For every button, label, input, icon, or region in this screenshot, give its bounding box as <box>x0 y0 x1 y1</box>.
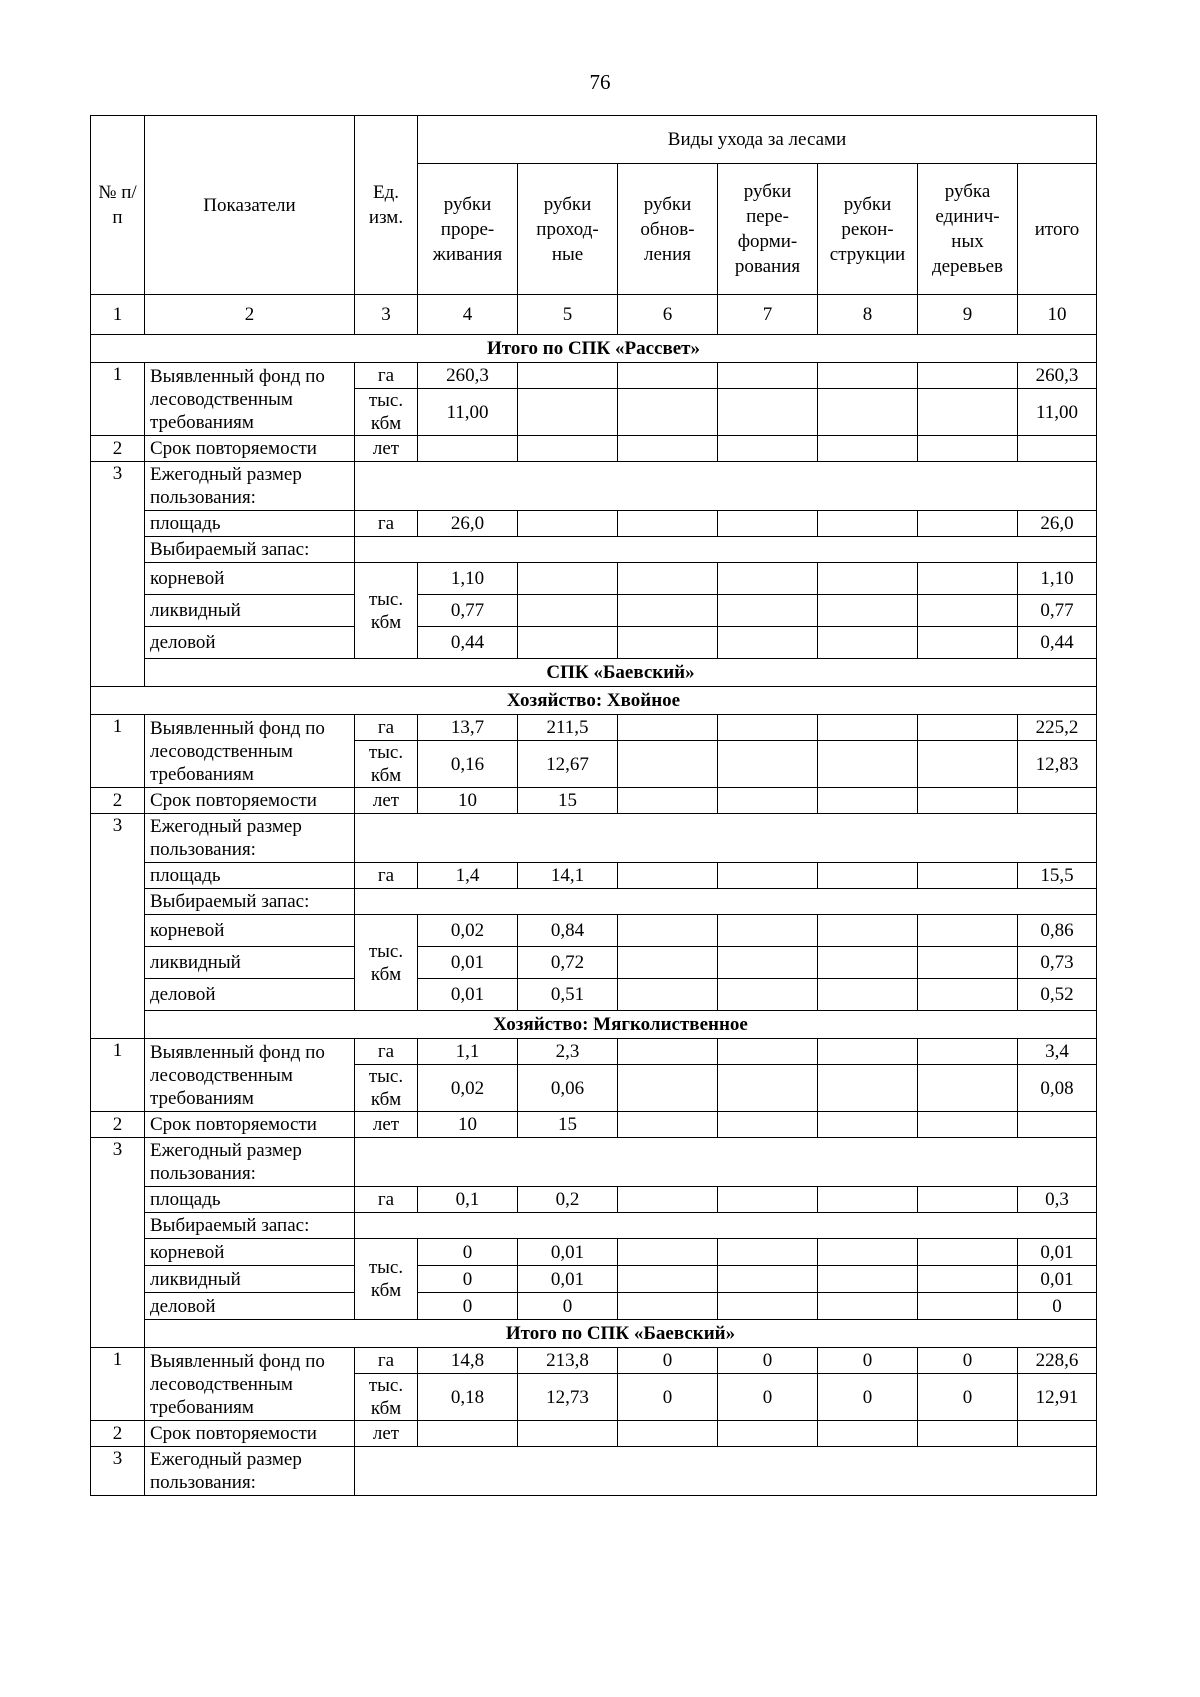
value-cell: 228,6 <box>1018 1348 1097 1374</box>
value-cell <box>818 947 918 979</box>
table-row <box>91 1138 1097 1187</box>
table-row <box>91 788 1097 814</box>
value-cell: 0,3 <box>1018 1187 1097 1213</box>
value-cell <box>918 595 1018 627</box>
unit-cell: га <box>355 863 418 889</box>
header-type-5: рубки проход- ные <box>518 164 618 295</box>
indicator-period: Срок повторяемости <box>145 1112 355 1138</box>
value-cell <box>918 788 1018 814</box>
header-type-4: рубки проре- живания <box>418 164 518 295</box>
unit-cell: тыс. кбм <box>355 563 418 659</box>
table-row <box>91 1039 1097 1065</box>
table-row <box>91 979 1097 1011</box>
value-cell <box>918 1421 1018 1447</box>
value-cell: 0 <box>418 1293 518 1320</box>
value-cell <box>718 947 818 979</box>
table-row <box>91 715 1097 741</box>
value-cell <box>1018 1421 1097 1447</box>
value-cell: 0 <box>918 1348 1018 1374</box>
value-cell <box>618 595 718 627</box>
table-row <box>91 1293 1097 1320</box>
value-cell: 1,10 <box>1018 563 1097 595</box>
header-care-types: Виды ухода за лесами <box>418 116 1097 164</box>
value-cell <box>718 627 818 659</box>
value-cell: 0 <box>618 1348 718 1374</box>
value-cell: 15 <box>518 1112 618 1138</box>
value-cell <box>718 1065 818 1112</box>
unit-cell: га <box>355 1348 418 1374</box>
value-cell: 1,1 <box>418 1039 518 1065</box>
unit-cell: тыс. кбм <box>355 1065 418 1112</box>
empty-cell <box>355 889 1097 915</box>
table-row <box>91 1447 1097 1496</box>
value-cell <box>818 389 918 436</box>
value-cell: 0,01 <box>1018 1266 1097 1293</box>
value-cell: 12,91 <box>1018 1374 1097 1421</box>
value-cell <box>718 1239 818 1266</box>
value-cell: 10 <box>418 788 518 814</box>
value-cell <box>918 1239 1018 1266</box>
value-cell <box>718 1266 818 1293</box>
value-cell: 14,1 <box>518 863 618 889</box>
value-cell: 0,84 <box>518 915 618 947</box>
unit-cell: га <box>355 1187 418 1213</box>
value-cell <box>718 1421 818 1447</box>
value-cell <box>618 1112 718 1138</box>
value-cell: 1,4 <box>418 863 518 889</box>
indicator-root: корневой <box>145 563 355 595</box>
value-cell <box>618 1293 718 1320</box>
indicator-area: площадь <box>145 863 355 889</box>
value-cell: 0,51 <box>518 979 618 1011</box>
row-number: 2 <box>91 1421 145 1447</box>
value-cell <box>818 1065 918 1112</box>
value-cell: 260,3 <box>418 363 518 389</box>
header-num: № п/п <box>91 116 145 295</box>
indicator-root: корневой <box>145 915 355 947</box>
value-cell: 15 <box>518 788 618 814</box>
value-cell: 3,4 <box>1018 1039 1097 1065</box>
value-cell <box>918 979 1018 1011</box>
value-cell <box>618 915 718 947</box>
value-cell: 0 <box>718 1374 818 1421</box>
value-cell <box>418 1421 518 1447</box>
section-title: Хозяйство: Мягколиственное <box>145 1011 1097 1039</box>
indicator-business: деловой <box>145 1293 355 1320</box>
value-cell <box>618 1065 718 1112</box>
value-cell <box>818 563 918 595</box>
header-col-number: 3 <box>355 295 418 335</box>
value-cell <box>718 563 818 595</box>
unit-cell: лет <box>355 1112 418 1138</box>
value-cell <box>718 1112 818 1138</box>
value-cell <box>718 595 818 627</box>
value-cell <box>518 627 618 659</box>
value-cell <box>818 1421 918 1447</box>
table-row <box>91 659 1097 687</box>
value-cell <box>818 863 918 889</box>
value-cell: 0,01 <box>518 1239 618 1266</box>
value-cell <box>618 363 718 389</box>
unit-cell: тыс. кбм <box>355 915 418 1011</box>
value-cell <box>718 915 818 947</box>
indicator-period: Срок повторяемости <box>145 788 355 814</box>
value-cell <box>918 1187 1018 1213</box>
value-cell <box>818 1293 918 1320</box>
value-cell <box>618 947 718 979</box>
section-title: Итого по СПК «Рассвет» <box>91 335 1097 363</box>
value-cell: 10 <box>418 1112 518 1138</box>
table-row <box>91 363 1097 389</box>
value-cell <box>718 389 818 436</box>
value-cell: 14,8 <box>418 1348 518 1374</box>
value-cell: 13,7 <box>418 715 518 741</box>
value-cell <box>1018 436 1097 462</box>
unit-cell: га <box>355 363 418 389</box>
value-cell: 0 <box>818 1374 918 1421</box>
value-cell: 211,5 <box>518 715 618 741</box>
value-cell <box>518 511 618 537</box>
table-row <box>91 1239 1097 1266</box>
value-cell <box>918 1039 1018 1065</box>
value-cell: 0 <box>418 1239 518 1266</box>
unit-cell: га <box>355 511 418 537</box>
value-cell <box>918 863 1018 889</box>
value-cell <box>818 1239 918 1266</box>
value-cell <box>718 863 818 889</box>
empty-cell <box>355 814 1097 863</box>
table-row <box>91 1266 1097 1293</box>
value-cell <box>918 1112 1018 1138</box>
table-row <box>91 1213 1097 1239</box>
row-number: 1 <box>91 1348 145 1421</box>
value-cell <box>718 511 818 537</box>
value-cell: 0 <box>918 1374 1018 1421</box>
value-cell <box>918 511 1018 537</box>
unit-cell: тыс. кбм <box>355 1374 418 1421</box>
value-cell <box>818 1266 918 1293</box>
empty-cell <box>355 1138 1097 1187</box>
value-cell <box>818 1039 918 1065</box>
table-row <box>91 436 1097 462</box>
value-cell: 0,01 <box>1018 1239 1097 1266</box>
value-cell: 0,1 <box>418 1187 518 1213</box>
value-cell <box>618 563 718 595</box>
row-number: 2 <box>91 436 145 462</box>
value-cell <box>818 595 918 627</box>
value-cell <box>818 511 918 537</box>
value-cell: 0,44 <box>1018 627 1097 659</box>
value-cell <box>818 715 918 741</box>
value-cell <box>918 741 1018 788</box>
value-cell <box>718 1187 818 1213</box>
row-number: 2 <box>91 788 145 814</box>
value-cell <box>618 511 718 537</box>
table-row <box>91 1421 1097 1447</box>
value-cell <box>918 436 1018 462</box>
value-cell <box>618 627 718 659</box>
value-cell <box>618 788 718 814</box>
value-cell <box>718 715 818 741</box>
value-cell: 15,5 <box>1018 863 1097 889</box>
empty-cell <box>355 537 1097 563</box>
table-row <box>91 1320 1097 1348</box>
header-col-number: 9 <box>918 295 1018 335</box>
value-cell <box>618 1421 718 1447</box>
value-cell <box>618 741 718 788</box>
header-type-10: итого <box>1018 164 1097 295</box>
value-cell <box>518 436 618 462</box>
value-cell <box>1018 788 1097 814</box>
value-cell <box>818 627 918 659</box>
indicator-fund: Выявленный фонд по лесоводственным требованиям <box>145 1039 355 1112</box>
forest-care-table <box>90 115 1097 1496</box>
value-cell <box>518 595 618 627</box>
value-cell <box>918 947 1018 979</box>
table-row <box>91 1187 1097 1213</box>
value-cell: 12,73 <box>518 1374 618 1421</box>
value-cell: 0,86 <box>1018 915 1097 947</box>
table-row <box>91 563 1097 595</box>
indicator-business: деловой <box>145 627 355 659</box>
table-row <box>91 863 1097 889</box>
empty-cell <box>355 462 1097 511</box>
value-cell <box>618 389 718 436</box>
indicator-stock: Выбираемый запас: <box>145 1213 355 1239</box>
value-cell: 0 <box>618 1374 718 1421</box>
indicator-fund: Выявленный фонд по лесоводственным требованиям <box>145 1348 355 1421</box>
indicator-area: площадь <box>145 1187 355 1213</box>
row-number: 3 <box>91 814 145 1039</box>
value-cell: 1,10 <box>418 563 518 595</box>
header-type-8: рубки рекон- струкции <box>818 164 918 295</box>
unit-cell: лет <box>355 436 418 462</box>
unit-cell: тыс. кбм <box>355 741 418 788</box>
value-cell <box>418 436 518 462</box>
value-cell: 0,18 <box>418 1374 518 1421</box>
indicator-fund: Выявленный фонд по лесоводственным требованиям <box>145 363 355 436</box>
header-col-number: 4 <box>418 295 518 335</box>
row-number: 1 <box>91 1039 145 1112</box>
value-cell: 0 <box>418 1266 518 1293</box>
value-cell <box>518 363 618 389</box>
value-cell: 26,0 <box>418 511 518 537</box>
indicator-annual: Ежегодный размер пользования: <box>145 814 355 863</box>
indicator-period: Срок повторяемости <box>145 1421 355 1447</box>
value-cell <box>818 1187 918 1213</box>
value-cell: 0,52 <box>1018 979 1097 1011</box>
value-cell <box>718 979 818 1011</box>
value-cell: 2,3 <box>518 1039 618 1065</box>
page-number: 76 <box>589 70 611 94</box>
value-cell <box>818 1112 918 1138</box>
header-col-number: 8 <box>818 295 918 335</box>
value-cell: 0,16 <box>418 741 518 788</box>
table-row <box>91 1112 1097 1138</box>
value-cell <box>918 1065 1018 1112</box>
value-cell <box>918 915 1018 947</box>
value-cell <box>818 741 918 788</box>
indicator-period: Срок повторяемости <box>145 436 355 462</box>
header-col-number: 1 <box>91 295 145 335</box>
unit-cell: га <box>355 1039 418 1065</box>
section-title: Хозяйство: Хвойное <box>91 687 1097 715</box>
value-cell: 11,00 <box>1018 389 1097 436</box>
value-cell <box>918 1266 1018 1293</box>
value-cell: 225,2 <box>1018 715 1097 741</box>
indicator-annual: Ежегодный размер пользования: <box>145 1447 355 1496</box>
table-row <box>91 1348 1097 1374</box>
value-cell <box>518 563 618 595</box>
value-cell: 0 <box>518 1293 618 1320</box>
unit-cell: лет <box>355 1421 418 1447</box>
unit-cell: тыс. кбм <box>355 1239 418 1320</box>
header-col-number: 10 <box>1018 295 1097 335</box>
row-number: 3 <box>91 1138 145 1348</box>
value-cell <box>718 1293 818 1320</box>
value-cell: 0,01 <box>518 1266 618 1293</box>
empty-cell <box>355 1447 1097 1496</box>
empty-cell <box>355 1213 1097 1239</box>
row-number: 3 <box>91 462 145 687</box>
value-cell <box>918 563 1018 595</box>
value-cell <box>818 915 918 947</box>
table-row <box>91 511 1097 537</box>
value-cell <box>618 1039 718 1065</box>
header-type-6: рубки обнов- ления <box>618 164 718 295</box>
header-unit: Ед. изм. <box>355 116 418 295</box>
table-row <box>91 335 1097 363</box>
value-cell: 0,73 <box>1018 947 1097 979</box>
indicator-area: площадь <box>145 511 355 537</box>
table-row <box>91 537 1097 563</box>
value-cell <box>818 363 918 389</box>
unit-cell: га <box>355 715 418 741</box>
header-indicator: Показатели <box>145 116 355 295</box>
table-row <box>91 687 1097 715</box>
unit-cell: лет <box>355 788 418 814</box>
value-cell <box>618 1239 718 1266</box>
value-cell: 0,44 <box>418 627 518 659</box>
value-cell: 0,02 <box>418 1065 518 1112</box>
value-cell <box>618 1187 718 1213</box>
table-row <box>91 462 1097 511</box>
value-cell <box>818 436 918 462</box>
value-cell <box>618 1266 718 1293</box>
value-cell <box>718 436 818 462</box>
table-row <box>91 814 1097 863</box>
indicator-fund: Выявленный фонд по лесоводственным требованиям <box>145 715 355 788</box>
value-cell: 11,00 <box>418 389 518 436</box>
value-cell <box>618 436 718 462</box>
value-cell: 0 <box>718 1348 818 1374</box>
section-title: СПК «Баевский» <box>145 659 1097 687</box>
row-number: 1 <box>91 363 145 436</box>
value-cell <box>618 979 718 1011</box>
header-type-9: рубка единич- ных деревьев <box>918 164 1018 295</box>
value-cell: 0 <box>1018 1293 1097 1320</box>
table-row <box>91 1011 1097 1039</box>
value-cell <box>618 715 718 741</box>
value-cell: 0,2 <box>518 1187 618 1213</box>
table-row <box>91 595 1097 627</box>
value-cell: 12,83 <box>1018 741 1097 788</box>
value-cell <box>918 363 1018 389</box>
header-col-number: 6 <box>618 295 718 335</box>
unit-cell: тыс. кбм <box>355 389 418 436</box>
value-cell: 213,8 <box>518 1348 618 1374</box>
value-cell <box>718 741 818 788</box>
indicator-stock: Выбираемый запас: <box>145 889 355 915</box>
value-cell <box>1018 1112 1097 1138</box>
indicator-annual: Ежегодный размер пользования: <box>145 462 355 511</box>
indicator-annual: Ежегодный размер пользования: <box>145 1138 355 1187</box>
value-cell: 0,77 <box>1018 595 1097 627</box>
value-cell: 0,72 <box>518 947 618 979</box>
row-number: 3 <box>91 1447 145 1496</box>
indicator-liquid: ликвидный <box>145 947 355 979</box>
value-cell <box>818 979 918 1011</box>
section-title: Итого по СПК «Баевский» <box>145 1320 1097 1348</box>
row-number: 1 <box>91 715 145 788</box>
indicator-liquid: ликвидный <box>145 1266 355 1293</box>
table-row <box>91 889 1097 915</box>
indicator-stock: Выбираемый запас: <box>145 537 355 563</box>
value-cell: 0 <box>818 1348 918 1374</box>
table-row <box>91 627 1097 659</box>
value-cell <box>918 627 1018 659</box>
value-cell <box>718 363 818 389</box>
value-cell <box>718 1039 818 1065</box>
value-cell: 0,77 <box>418 595 518 627</box>
row-number: 2 <box>91 1112 145 1138</box>
value-cell: 0,01 <box>418 947 518 979</box>
value-cell <box>518 1421 618 1447</box>
value-cell <box>718 788 818 814</box>
value-cell <box>918 715 1018 741</box>
value-cell <box>918 389 1018 436</box>
value-cell: 0,06 <box>518 1065 618 1112</box>
value-cell <box>818 788 918 814</box>
value-cell <box>518 389 618 436</box>
value-cell: 26,0 <box>1018 511 1097 537</box>
header-col-number: 7 <box>718 295 818 335</box>
value-cell: 12,67 <box>518 741 618 788</box>
indicator-liquid: ликвидный <box>145 595 355 627</box>
table-row <box>91 915 1097 947</box>
value-cell: 0,02 <box>418 915 518 947</box>
value-cell: 0,01 <box>418 979 518 1011</box>
value-cell: 260,3 <box>1018 363 1097 389</box>
value-cell <box>918 1293 1018 1320</box>
table-row <box>91 947 1097 979</box>
header-col-number: 5 <box>518 295 618 335</box>
value-cell: 0,08 <box>1018 1065 1097 1112</box>
indicator-business: деловой <box>145 979 355 1011</box>
header-type-7: рубки пере- форми- рования <box>718 164 818 295</box>
indicator-root: корневой <box>145 1239 355 1266</box>
header-col-number: 2 <box>145 295 355 335</box>
value-cell <box>618 863 718 889</box>
